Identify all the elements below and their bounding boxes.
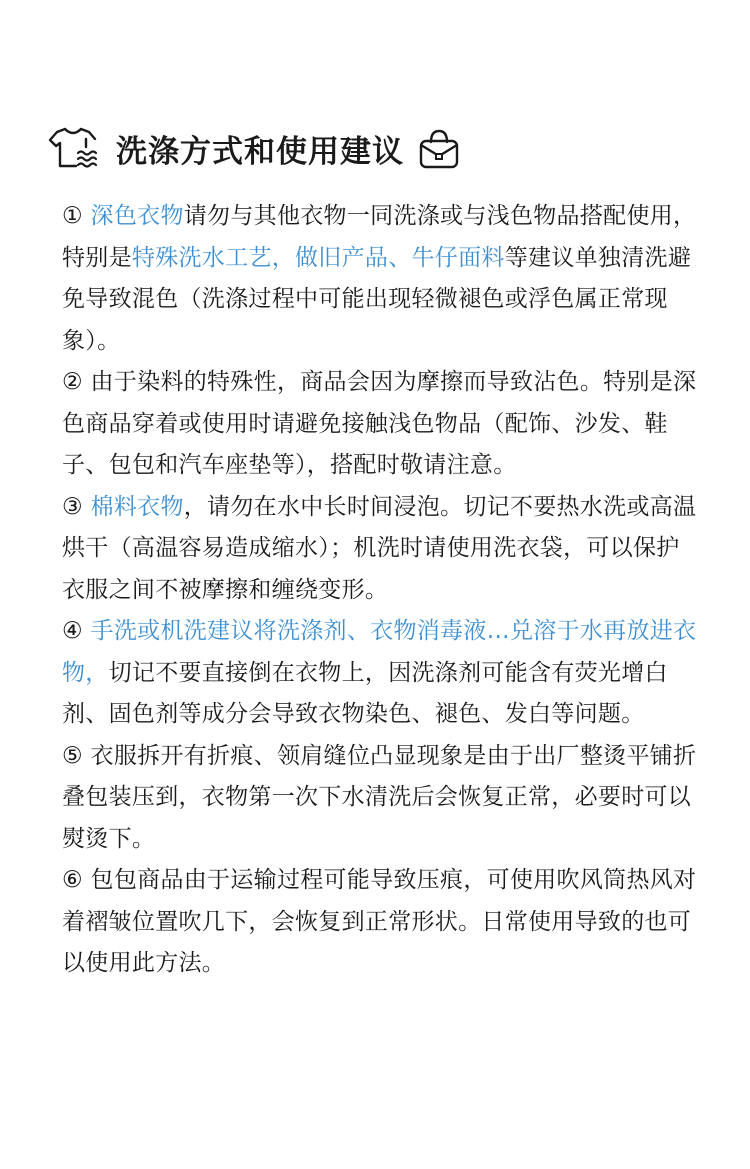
item-number: ⑤ [62,742,83,769]
item-highlight: 手洗或机洗建议将洗涤剂、衣物消毒液…兑溶于水再放进衣物， [62,618,697,686]
instruction-item-2 [62,362,698,487]
item-number: ② [62,369,83,395]
section-header [48,122,460,174]
item-text: 衣服拆开有折痕、领肩缝位凸显现象是由于出厂整烫平铺折叠包装压到，衣物第一次下水清洗后会恢复正常，必要时可以熨烫下。 [62,742,697,852]
tshirt-wash-icon [48,125,98,171]
item-text: 切记不要直接倒在衣物上，因洗涤剂可能含有荧光增白剂、固色剂等成分会导致衣物染色、褪色、发白等问题。 [62,659,668,727]
item-number: ① [62,203,83,229]
instruction-item-1 [62,196,698,362]
instruction-item-5 [62,736,698,861]
handbag-icon [418,126,460,170]
instruction-item-4 [62,611,698,736]
care-instructions [62,196,698,985]
page-title: 洗涤方式和使用建议 [116,133,404,170]
item-text: 包包商品由于运输过程可能导致压痕，可使用吹风筒热风对着褶皱位置吹几下，会恢复到正常形状。日常使用导致的也可以使用此方法。 [62,867,697,976]
item-number: ⑥ [62,867,83,893]
item-number: ④ [62,618,83,644]
item-text: 由于染料的特殊性，商品会因为摩擦而导致沾色。特别是深色商品穿着或使用时请避免接触浅色物品（配饰、沙发、鞋子、包包和汽车座垫等），搭配时敬请注意。 [62,369,697,478]
item-highlight: 特殊洗水工艺，做旧产品、牛仔面料 [131,244,505,271]
item-number: ③ [62,493,83,520]
item-text: 请勿与其他衣物一同洗涤或与浅色物品搭配使用，特别是 [62,203,697,271]
instruction-item-3 [62,487,698,612]
item-highlight: 棉料衣物 [90,493,184,520]
item-highlight: 深色衣物 [90,203,184,229]
instruction-item-6 [62,860,698,985]
item-text: ，请勿在水中长时间浸泡。切记不要热水洗或高温烘干（高温容易造成缩水）；机洗时请使用洗衣袋，可以保护衣服之间不被摩擦和缠绕变形。 [62,493,697,603]
item-text: 等建议单独清洗避免导致混色（洗涤过程中可能出现轻微褪色或浮色属正常现象）。 [62,244,692,354]
